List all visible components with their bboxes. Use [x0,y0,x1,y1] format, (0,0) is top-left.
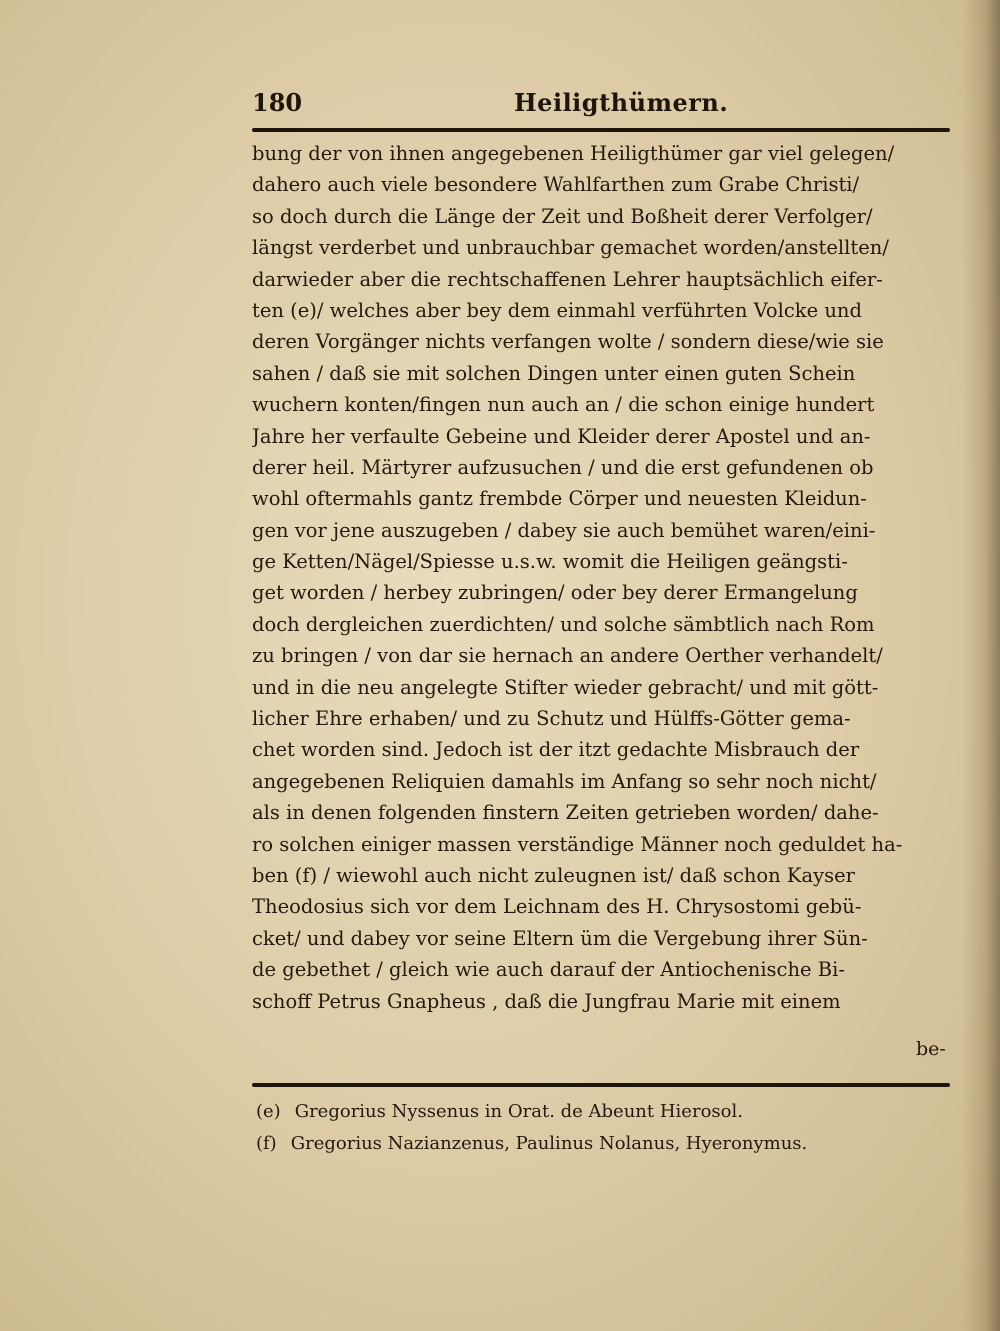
text-line: so doch durch die Länge der Zeit und Boßheit derer Verfolger/ [252,204,873,228]
text-line: wohl oftermahls gantz frembde Cörper und neuesten Kleidun- [252,487,867,511]
footnote-rule [252,1083,950,1087]
text-line: deren Vorgänger nichts verfangen wolte / sondern diese/wie sie [252,330,884,354]
text-line: gen vor jene auszugeben / dabey sie auch bemühet waren/eini- [252,518,876,542]
text-line: ten (e)/ welches aber bey dem einmahl verführten Volcke und [252,298,862,322]
text-line: sahen / daß sie mit solchen Dingen unter einen guten Schein [252,361,856,385]
text-line: wuchern konten/fingen nun auch an / die schon einige hundert [252,393,875,417]
page-edge-shadow [962,0,1000,1331]
text-line: derer heil. Märtyrer aufzusuchen / und die erst gefundenen ob [252,455,874,479]
page-header [252,88,952,124]
text-line: darwieder aber die rechtschaffenen Lehrer hauptsächlich eifer- [252,267,883,291]
text-line: ge Ketten/Nägel/Spiesse u.s.w. womit die Heiligen geängsti- [252,550,848,574]
text-line: doch dergleichen zuerdichten/ und solche sämbtlich nach Rom [252,612,875,636]
footnote-text: Gregorius Nazianzenus, Paulinus Nolanus, Hyeronymus. [290,1133,808,1154]
footnote-e [256,1096,956,1128]
text-line: längst verderbet und unbrauchbar gemachet worden/anstellten/ [252,236,889,260]
header-rule [252,128,950,132]
text-line: angegebenen Reliquien damahls im Anfang so sehr noch nicht/ [252,769,877,793]
catchword: be- [916,1038,946,1060]
text-line: de gebethet / gleich wie auch darauf der Antiochenische Bi- [252,958,845,982]
text-line: bung der von ihnen angegebenen Heiligthümer gar viel gelegen/ [252,142,895,165]
text-line: Theodosius sich vor dem Leichnam des H. Chrysostomi gebü- [252,895,862,919]
text-line: und in die neu angelegte Stifter wieder gebracht/ und mit gött- [252,675,879,699]
footnotes [256,1096,956,1160]
text-line: als in denen folgenden finstern Zeiten getrieben worden/ dahe- [252,801,879,825]
text-line: zu bringen / von dar sie hernach an andere Oerther verhandelt/ [252,644,883,668]
footnote-text: Gregorius Nyssenus in Orat. de Abeunt Hierosol. [294,1101,743,1122]
text-line: chet worden sind. Jedoch ist der itzt gedachte Misbrauch der [252,738,860,762]
text-line: get worden / herbey zubringen/ oder bey derer Ermangelung [252,581,858,605]
text-line: cket/ und dabey vor seine Eltern üm die Vergebung ihrer Sün- [252,926,868,950]
footnote-mark: (e) [256,1101,281,1122]
text-line: licher Ehre erhaben/ und zu Schutz und Hülffs-Götter gema- [252,707,851,731]
text-line: ben (f) / wiewohl auch nicht zuleugnen ist/ daß schon Kayser [252,863,855,887]
body-text [252,138,956,1017]
footnote-mark: (f) [256,1133,277,1154]
text-line: Jahre her verfaulte Gebeine und Kleider derer Apostel und an- [252,424,871,448]
page-number: 180 [252,88,303,117]
footnote-f [256,1128,956,1160]
running-head: Heiligthümern. [514,88,729,117]
text-line: schoff Petrus Gnapheus , daß die Jungfrau Marie mit einem [252,989,841,1013]
text-line: ro solchen einiger massen verständige Männer noch geduldet ha- [252,832,903,856]
text-line: dahero auch viele besondere Wahlfarthen zum Grabe Christi/ [252,173,860,197]
